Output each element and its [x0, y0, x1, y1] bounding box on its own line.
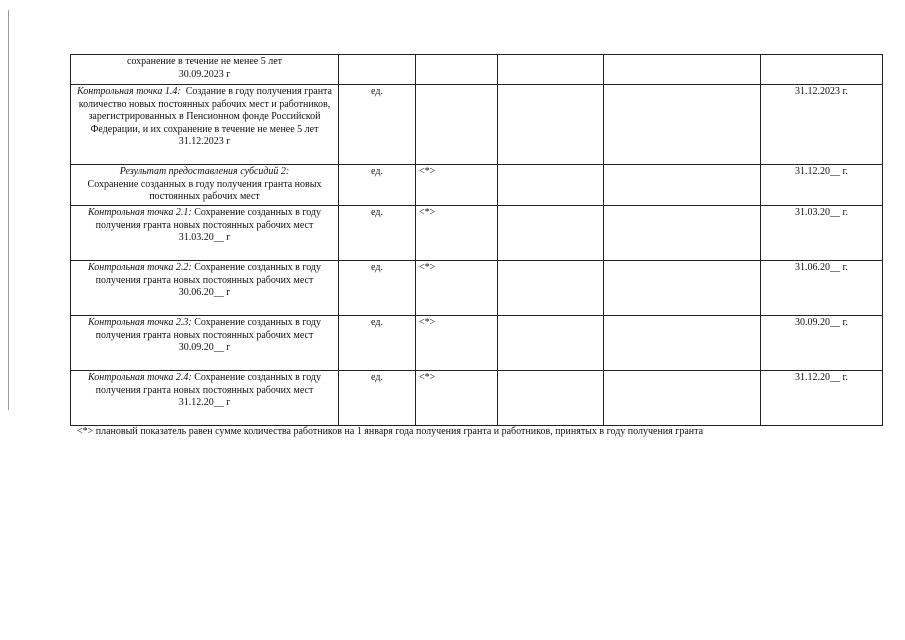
description-line: сохранение в течение не менее 5 лет — [126, 56, 283, 67]
table-row — [71, 316, 883, 371]
result-description — [71, 261, 339, 316]
result-description — [71, 165, 339, 206]
empty-cell — [498, 261, 604, 316]
empty-cell — [604, 206, 761, 261]
table-row — [71, 261, 883, 316]
date-cell: 31.12.2023 г. — [761, 85, 883, 165]
result-text: Сохранение созданных в году получения гранта новых постоянных рабочих мест — [87, 178, 322, 202]
checkpoint-text: Сохранение созданных в году получения гранта новых постоянных рабочих мест — [95, 262, 322, 286]
unit-cell: ед. — [339, 206, 416, 261]
date-cell — [761, 55, 883, 85]
unit-cell: ед. — [339, 165, 416, 206]
table-footnote: <*> плановый показатель равен сумме количества работников на 1 января года получения гранта и работников, принятых в году получения гранта — [77, 426, 704, 437]
empty-cell — [498, 206, 604, 261]
result-description — [71, 85, 339, 165]
date-cell: 31.06.20__ г. — [761, 261, 883, 316]
checkpoint-text: Сохранение созданных в году получения гранта новых постоянных рабочих мест — [95, 317, 322, 341]
result-description — [71, 316, 339, 371]
checkpoint-deadline: 31.12.2023 г — [178, 136, 231, 147]
checkpoint-label: Контрольная точка 2.1: — [87, 207, 192, 218]
date-cell: 30.09.20__ г. — [761, 316, 883, 371]
description-deadline: 30.09.2023 г — [178, 68, 231, 80]
unit-cell: ед. — [339, 261, 416, 316]
empty-cell — [498, 316, 604, 371]
indicators-table — [70, 54, 883, 426]
checkpoint-deadline: 30.09.20__ г — [178, 342, 231, 353]
checkpoint-deadline: 31.12.20__ г — [178, 397, 231, 408]
result-description — [71, 206, 339, 261]
page-margin-line — [8, 10, 9, 410]
empty-cell — [498, 165, 604, 206]
date-cell: 31.12.20__ г. — [761, 165, 883, 206]
table-row — [71, 371, 883, 426]
checkpoint-text: Сохранение созданных в году получения гранта новых постоянных рабочих мест — [95, 372, 322, 396]
result-description — [71, 371, 339, 426]
unit-cell: ед. — [339, 85, 416, 165]
empty-cell — [604, 85, 761, 165]
unit-cell — [339, 55, 416, 85]
plan-value-cell — [416, 85, 498, 165]
result-description — [71, 55, 339, 85]
checkpoint-label: Контрольная точка 1.4: — [76, 86, 181, 97]
plan-value-cell: <*> — [416, 206, 498, 261]
empty-cell — [498, 55, 604, 85]
checkpoint-deadline: 30.06.20__ г — [178, 287, 231, 298]
checkpoint-text: Сохранение созданных в году получения гранта новых постоянных рабочих мест — [95, 207, 322, 231]
plan-value-cell: <*> — [416, 371, 498, 426]
unit-cell: ед. — [339, 371, 416, 426]
plan-value-cell: <*> — [416, 316, 498, 371]
result-label: Результат предоставления субсидий 2: — [119, 166, 290, 177]
plan-value-cell: <*> — [416, 165, 498, 206]
checkpoint-text: Создание в году получения гранта количество новых постоянных рабочих мест и работников, зарегистрированных в Пенсионном фонде Российской Федерации, и их сохранение в течение не менее 5 лет — [78, 86, 332, 135]
plan-value-cell: <*> — [416, 261, 498, 316]
checkpoint-label: Контрольная точка 2.2: — [87, 262, 192, 273]
checkpoint-label: Контрольная точка 2.4: — [87, 372, 192, 383]
empty-cell — [604, 261, 761, 316]
checkpoint-label: Контрольная точка 2.3: — [87, 317, 192, 328]
empty-cell — [604, 55, 761, 85]
empty-cell — [604, 316, 761, 371]
table-row — [71, 165, 883, 206]
table-row — [71, 85, 883, 165]
empty-cell — [604, 165, 761, 206]
date-cell: 31.03.20__ г. — [761, 206, 883, 261]
empty-cell — [604, 371, 761, 426]
table-row — [71, 206, 883, 261]
unit-cell: ед. — [339, 316, 416, 371]
plan-value-cell — [416, 55, 498, 85]
empty-cell — [498, 371, 604, 426]
date-cell: 31.12.20__ г. — [761, 371, 883, 426]
empty-cell — [498, 85, 604, 165]
checkpoint-deadline: 31.03.20__ г — [178, 232, 231, 243]
table-row — [71, 55, 883, 85]
